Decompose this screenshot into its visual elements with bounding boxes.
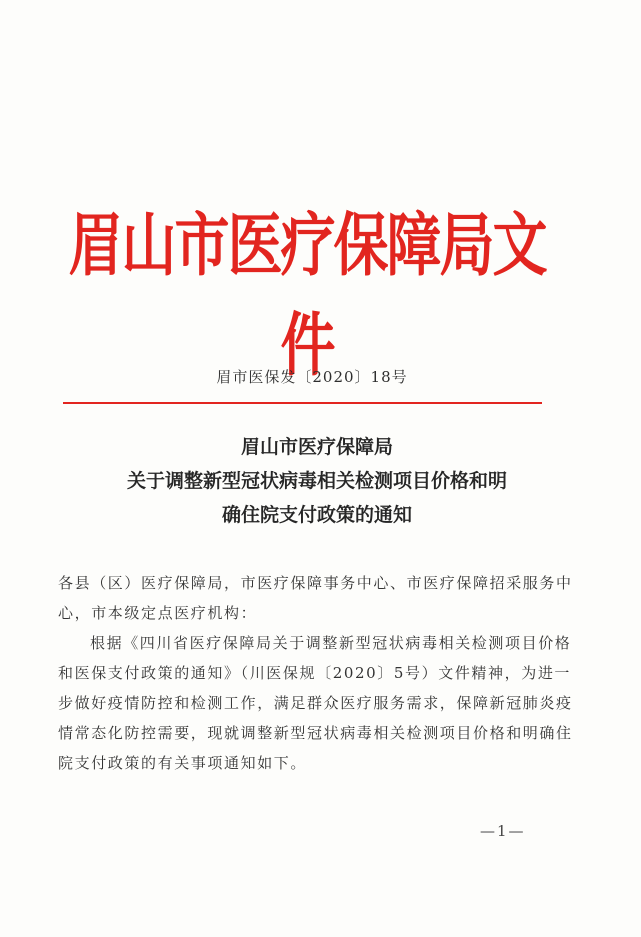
notice-title-line-2: 关于调整新型冠状病毒相关检测项目价格和明: [126, 470, 507, 492]
notice-title: [62, 430, 572, 532]
page-number: —1—: [480, 822, 526, 840]
document-number: 眉市医保发〔2020〕18号: [216, 368, 408, 386]
notice-title-line-1: 眉山市医疗保障局: [240, 436, 393, 458]
notice-body: [58, 568, 578, 778]
notice-title-line-3: 确住院支付政策的通知: [221, 504, 412, 526]
salutation: 各县（区）医疗保障局，市医疗保障事务中心、市医疗保障招采服务中心，市本级定点医疗机构：: [58, 574, 573, 622]
red-divider-rule: [63, 402, 542, 404]
document-header-title: 眉山市医疗保障局文件: [68, 205, 546, 385]
body-paragraph: 根据《四川省医疗保障局关于调整新型冠状病毒相关检测项目价格和医保支付政策的通知》（川医保规〔2020〕5号）文件精神，为进一步做好疫情防控和检测工作，满足群众医疗服务需求，保障新冠肺炎疫情常态化防控需要，现就调整新型冠状病毒相关检测项目价格和明确住院支付政策的有关事项通知如下。: [58, 634, 573, 772]
